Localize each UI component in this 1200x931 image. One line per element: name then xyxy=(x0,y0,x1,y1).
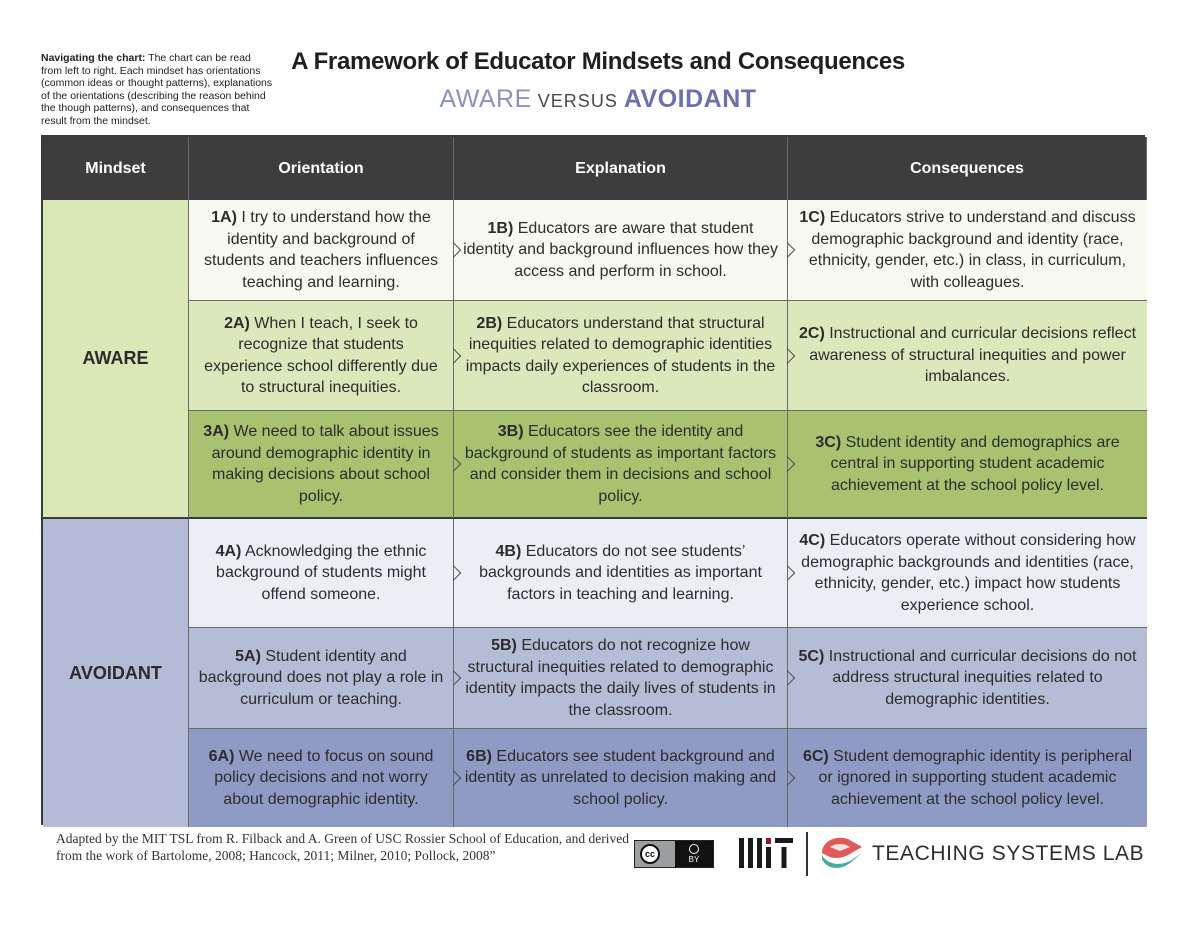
table-cell-2a xyxy=(189,301,454,411)
cell-text: Educators are aware that student identity and background influences how they access and perform in school. xyxy=(463,219,778,280)
mindset-aware: AWARE xyxy=(43,200,189,519)
table-cell-3c xyxy=(788,411,1147,519)
navigation-note-text: The chart can be read from left to right. Each mindset has orientations (common ideas or thought patterns), explanations of the orientations (describing the reason behind the though patterns), and consequences that result from the mindset. xyxy=(41,52,273,127)
cell-code: 5B) xyxy=(491,637,517,654)
cell-text: Student identity and background does not play a role in curriculum or teaching. xyxy=(198,647,444,708)
table-cell-4b xyxy=(454,519,788,628)
cell-text: We need to focus on sound policy decisions and not worry about demographic identity. xyxy=(214,747,434,808)
cell-code: 6B) xyxy=(466,747,492,765)
logo-divider xyxy=(806,832,808,876)
cell-text: Acknowledging the ethnic background of students might offend someone. xyxy=(216,542,427,603)
cell-code: 3B) xyxy=(497,423,524,440)
subtitle-aware: AWARE xyxy=(439,85,532,113)
cell-text: We need to talk about issues around demographic identity in making decisions about school policy. xyxy=(211,423,439,505)
attribution-icon xyxy=(675,841,713,867)
cell-text: Student identity and demographics are central in supporting student academic achievement at the school policy level. xyxy=(830,433,1120,494)
table-cell-3a xyxy=(189,411,454,519)
cell-code: 5A) xyxy=(235,647,261,665)
cell-text: When I teach, I seek to recognize that students experience school differently due to structural inequities. xyxy=(204,314,438,396)
cell-text: Educators operate without considering how demographic backgrounds and identities (race, ethnicity, gender, etc.) impact how students experience school. xyxy=(801,532,1136,614)
page-subtitle xyxy=(278,84,918,116)
cc-by-label: BY xyxy=(688,855,700,864)
cell-code: 4C) xyxy=(799,532,826,549)
cell-code: 2A) xyxy=(224,314,250,332)
cell-text: Educators see the identity and background of students as important factors and consider them in decisions and school policy. xyxy=(464,423,777,505)
table-cell-3b xyxy=(454,411,788,519)
cell-code: 2C) xyxy=(798,325,825,343)
header-explanation: Explanation xyxy=(454,137,788,200)
table-cell-1c xyxy=(788,200,1147,301)
navigation-note-label: Navigating the chart: xyxy=(41,52,146,64)
cell-text: Educators strive to understand and discuss demographic background and identity (race, ethnicity, gender, etc.) in class, in curriculum, with colleagues. xyxy=(808,209,1136,291)
table-cell-2c xyxy=(788,301,1147,411)
mit-logo-icon xyxy=(739,838,795,868)
cell-code: 4A) xyxy=(215,542,242,560)
table-cell-5b xyxy=(454,628,788,729)
table-cell-1a xyxy=(189,200,454,301)
teaching-systems-lab-logo-icon xyxy=(818,833,864,871)
cell-code: 1B) xyxy=(487,219,514,237)
chart-navigation-note xyxy=(41,52,273,128)
table-cell-1b xyxy=(454,200,788,301)
table-cell-4a xyxy=(189,519,454,628)
cell-code: 1A) xyxy=(211,209,237,226)
table-cell-6a xyxy=(189,729,454,827)
cell-text: Educators see student background and identity as unrelated to decision making and school policy. xyxy=(464,747,777,808)
cell-code: 5C) xyxy=(798,647,825,665)
header-orientation: Orientation xyxy=(189,137,454,200)
cell-text: I try to understand how the identity and background of students and teachers influences teaching and learning. xyxy=(204,209,438,291)
table-cell-6c xyxy=(788,729,1147,827)
lab-name: TEACHING SYSTEMS LAB xyxy=(872,842,1145,865)
cell-text: Student demographic identity is peripheral or ignored in supporting student academic achievement at the school policy level. xyxy=(818,747,1133,808)
cell-text: Instructional and curricular decisions reflect awareness of structural inequities and power imbalances. xyxy=(809,325,1137,386)
header-mindset: Mindset xyxy=(43,137,189,200)
table-cell-5c xyxy=(788,628,1147,729)
subtitle-avoidant: AVOIDANT xyxy=(623,85,757,113)
cc-icon xyxy=(640,844,660,864)
cell-code: 6A) xyxy=(208,747,235,765)
header-consequences: Consequences xyxy=(788,137,1147,200)
mindset-framework-table xyxy=(41,135,1145,825)
cell-code: 6C) xyxy=(802,747,829,765)
cell-text: Educators do not see students’ backgrounds and identities as important factors in teaching and learning. xyxy=(479,542,762,603)
attribution-note: Adapted by the MIT TSL from R. Filback and A. Green of USC Rossier School of Education, and derived from the work of Bartolome, 2008; Hancock, 2011; Milner, 2010; Pollock, 2008” xyxy=(56,831,630,863)
cell-text: Educators do not recognize how structural inequities related to demographic identity impacts the daily lives of students in the classroom. xyxy=(465,637,776,719)
table-cell-6b xyxy=(454,729,788,827)
cell-code: 1C) xyxy=(799,209,826,226)
person-icon xyxy=(689,844,699,854)
table-cell-2b xyxy=(454,301,788,411)
page-title: A Framework of Educator Mindsets and Consequences xyxy=(291,48,905,75)
cell-code: 2B) xyxy=(476,314,503,332)
cell-code: 3C) xyxy=(815,433,842,451)
cell-text: Educators understand that structural inequities related to demographic identities impacts daily experiences of students in the classroom. xyxy=(465,314,776,396)
table-cell-4c xyxy=(788,519,1147,628)
mindset-avoidant: AVOIDANT xyxy=(43,519,189,827)
table-cell-5a xyxy=(189,628,454,729)
creative-commons-badge[interactable] xyxy=(634,840,714,868)
subtitle-versus: VERSUS xyxy=(537,91,618,111)
cc-label: cc xyxy=(644,849,655,859)
cell-text: Instructional and curricular decisions do not address structural inequities related to demographic identities. xyxy=(824,647,1137,708)
cell-code: 4B) xyxy=(495,542,522,560)
cell-code: 3A) xyxy=(203,423,230,440)
